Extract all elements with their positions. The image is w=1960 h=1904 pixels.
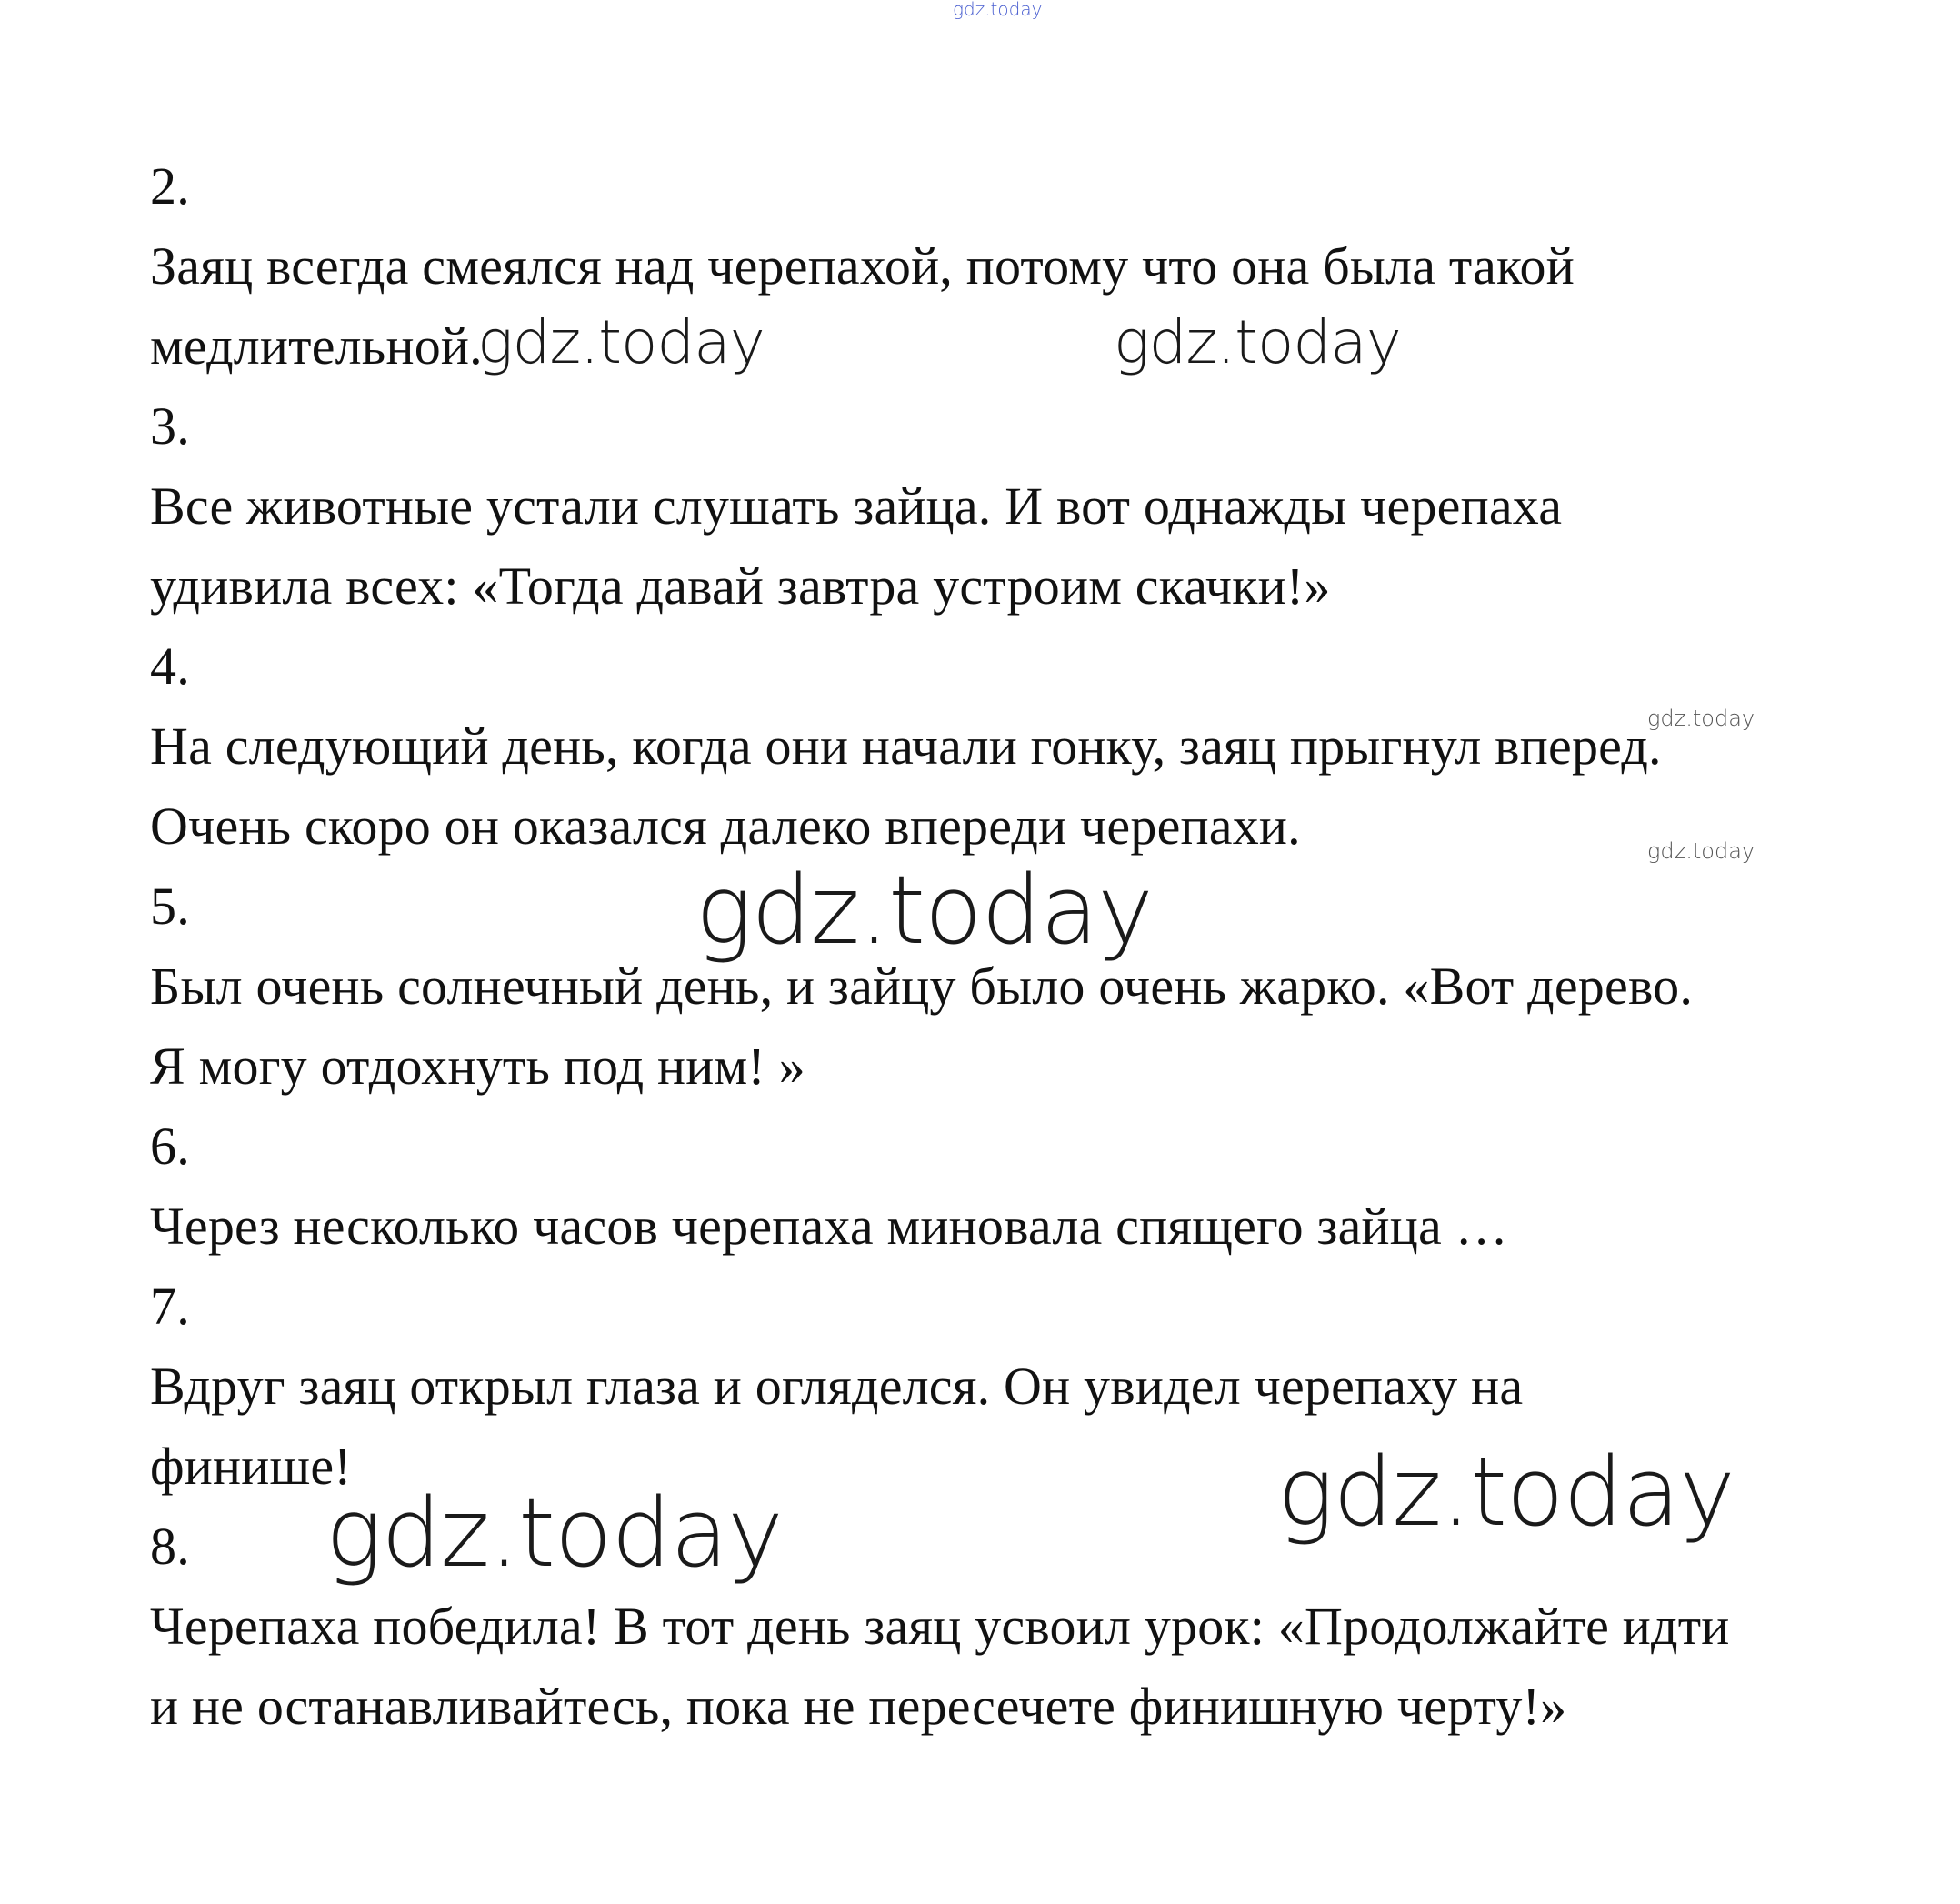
item-number: 4. (150, 636, 190, 696)
item-text: Очень скоро он оказался далеко впереди черепахи. (150, 797, 1301, 856)
watermark: gdz.today (325, 1478, 783, 1588)
watermark-top: gdz.today (953, 0, 1043, 20)
item-text: медлительной. (150, 316, 483, 376)
item-text: и не останавливайтесь, пока не пересечете финишную черту!» (150, 1677, 1567, 1736)
item-text: Все животные устали слушать зайца. И вот однажды черепаха (150, 476, 1563, 536)
watermark-small: gdz.today (1647, 706, 1755, 731)
item-text: Был очень солнечный день, и зайцу было очень жарко. «Вот дерево. (150, 957, 1694, 1016)
watermark: gdz.today (477, 307, 765, 377)
item-text: Через несколько часов черепаха миновала спящего зайца … (150, 1197, 1508, 1256)
item-text: Черепаха победила! В тот день заяц усвоил урок: «Продолжайте идти (150, 1597, 1730, 1656)
item-text: На следующий день, когда они начали гонку, заяц прыгнул вперед. (150, 717, 1662, 776)
watermark-small: gdz.today (1647, 838, 1755, 864)
item-text: Я могу отдохнуть под ним! » (150, 1037, 805, 1096)
item-text: удивила всех: «Тогда давай завтра устроим скачки!» (150, 556, 1331, 616)
watermark: gdz.today (1114, 307, 1401, 377)
item-number: 2. (150, 156, 190, 215)
item-text: финише! (150, 1437, 352, 1496)
item-text: Вдруг заяц открыл глаза и огляделся. Он увидел черепаху на (150, 1357, 1524, 1416)
item-number: 5. (150, 877, 190, 936)
item-number: 7. (150, 1277, 190, 1336)
watermark: gdz.today (1277, 1437, 1735, 1548)
watermark: gdz.today (695, 855, 1153, 966)
item-number: 3. (150, 396, 190, 456)
item-text: Заяц всегда смеялся над черепахой, потому что она была такой (150, 236, 1575, 296)
item-number: 6. (150, 1117, 190, 1176)
item-number: 8. (150, 1517, 190, 1576)
